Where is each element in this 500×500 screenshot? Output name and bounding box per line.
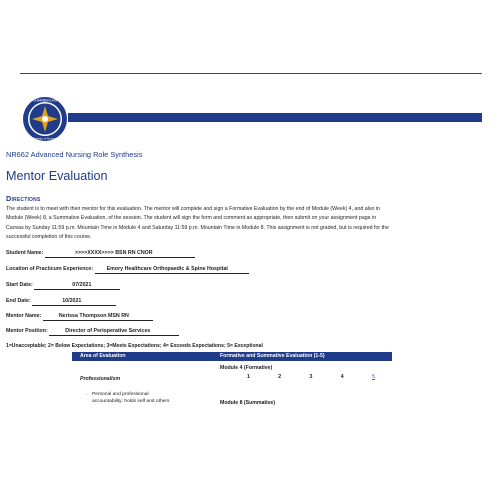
location-field (6, 266, 249, 274)
bullet-icon: · (86, 392, 88, 398)
header-evaluation-scale: Formative and Summative Evaluation (1-5) (220, 353, 325, 359)
svg-text:College of Nursing: College of Nursing (32, 136, 58, 141)
page-title: Mentor Evaluation (6, 169, 108, 183)
rating-scale-legend: 1=Unacceptable; 2= Below Expectations; 3=Meets Expectations; 4= Exceeds Expectations; 5= Exceptional (6, 343, 263, 349)
start-date-field (6, 282, 120, 290)
header-area-of-evaluation: Area of Evaluation (80, 353, 126, 359)
rating-1[interactable]: 1 (247, 374, 250, 380)
criterion-line: Personal and professional (92, 392, 149, 397)
module-4-label: Module 4 (Formative) (220, 365, 273, 371)
directions-line: successful completion of this course. (6, 233, 92, 240)
table-header-row (72, 352, 392, 361)
mentor-name-label: Mentor Name: (6, 313, 42, 319)
course-name: NR662 Advanced Nursing Role Synthesis (6, 150, 143, 159)
rating-5-selected[interactable]: 5 (372, 374, 375, 380)
module-8-label: Module 8 (Summative) (220, 399, 276, 406)
end-date-value[interactable]: 10/2021 (32, 298, 116, 306)
chamberlain-logo (22, 96, 68, 142)
directions-line: Module (Week) 8, a Summative Evaluation, of the session. The student will sign the form and comment as appropriate, then submit on your assignment page in (6, 215, 377, 222)
student-name-field (6, 250, 195, 258)
criterion-line: accountability: holds self and others (92, 398, 170, 404)
svg-text:CHAMBERLAIN: CHAMBERLAIN (32, 98, 58, 103)
end-date-label: End Date: (6, 298, 31, 304)
table-row (72, 365, 392, 382)
end-date-field (6, 298, 116, 306)
mentor-name-value[interactable]: Nerissa Thompson MSN RN (43, 313, 153, 321)
location-value[interactable]: Emory Healthcare Orthopaedic & Spine Hospital (95, 266, 249, 274)
student-name-label: Student Name: (6, 250, 44, 256)
start-date-label: Start Date: (6, 282, 33, 288)
rating-3[interactable]: 3 (309, 374, 313, 380)
directions-heading: Directions (6, 194, 41, 203)
directions-line: The student is to meet with their mentor for this evaluation. The mentor will complete and sign a Formative Evaluation by the end of Module (Week) 4, and also in (6, 206, 380, 212)
criterion-bullet (72, 392, 212, 406)
mentor-position-value[interactable]: Director of Perioperative Services (49, 328, 179, 336)
rating-options (247, 374, 375, 380)
evaluation-table (72, 352, 392, 406)
location-label: Location of Practicum Experience: (6, 266, 94, 272)
table-row (72, 392, 392, 406)
header-banner-bar (68, 113, 482, 122)
student-name-value[interactable]: >>>>XXXX>>>> BSN RN CNOR (45, 250, 195, 258)
directions-line: Canvas by Sunday 11:59 p.m. Mountain Time in Module 4 and Saturday 11:59 p.m. Mountain Time in Module 8. This assignment is not graded, but is required for the (6, 224, 389, 231)
area-professionalism: Professionalism (80, 376, 121, 382)
mentor-name-field (6, 313, 153, 321)
mentor-position-field (6, 328, 179, 336)
directions-text (6, 205, 484, 242)
rating-2[interactable]: 2 (278, 374, 282, 380)
top-divider (20, 73, 482, 74)
rating-4[interactable]: 4 (340, 374, 344, 380)
start-date-value[interactable]: 07/2021 (34, 282, 120, 290)
mentor-position-label: Mentor Position: (6, 328, 48, 334)
